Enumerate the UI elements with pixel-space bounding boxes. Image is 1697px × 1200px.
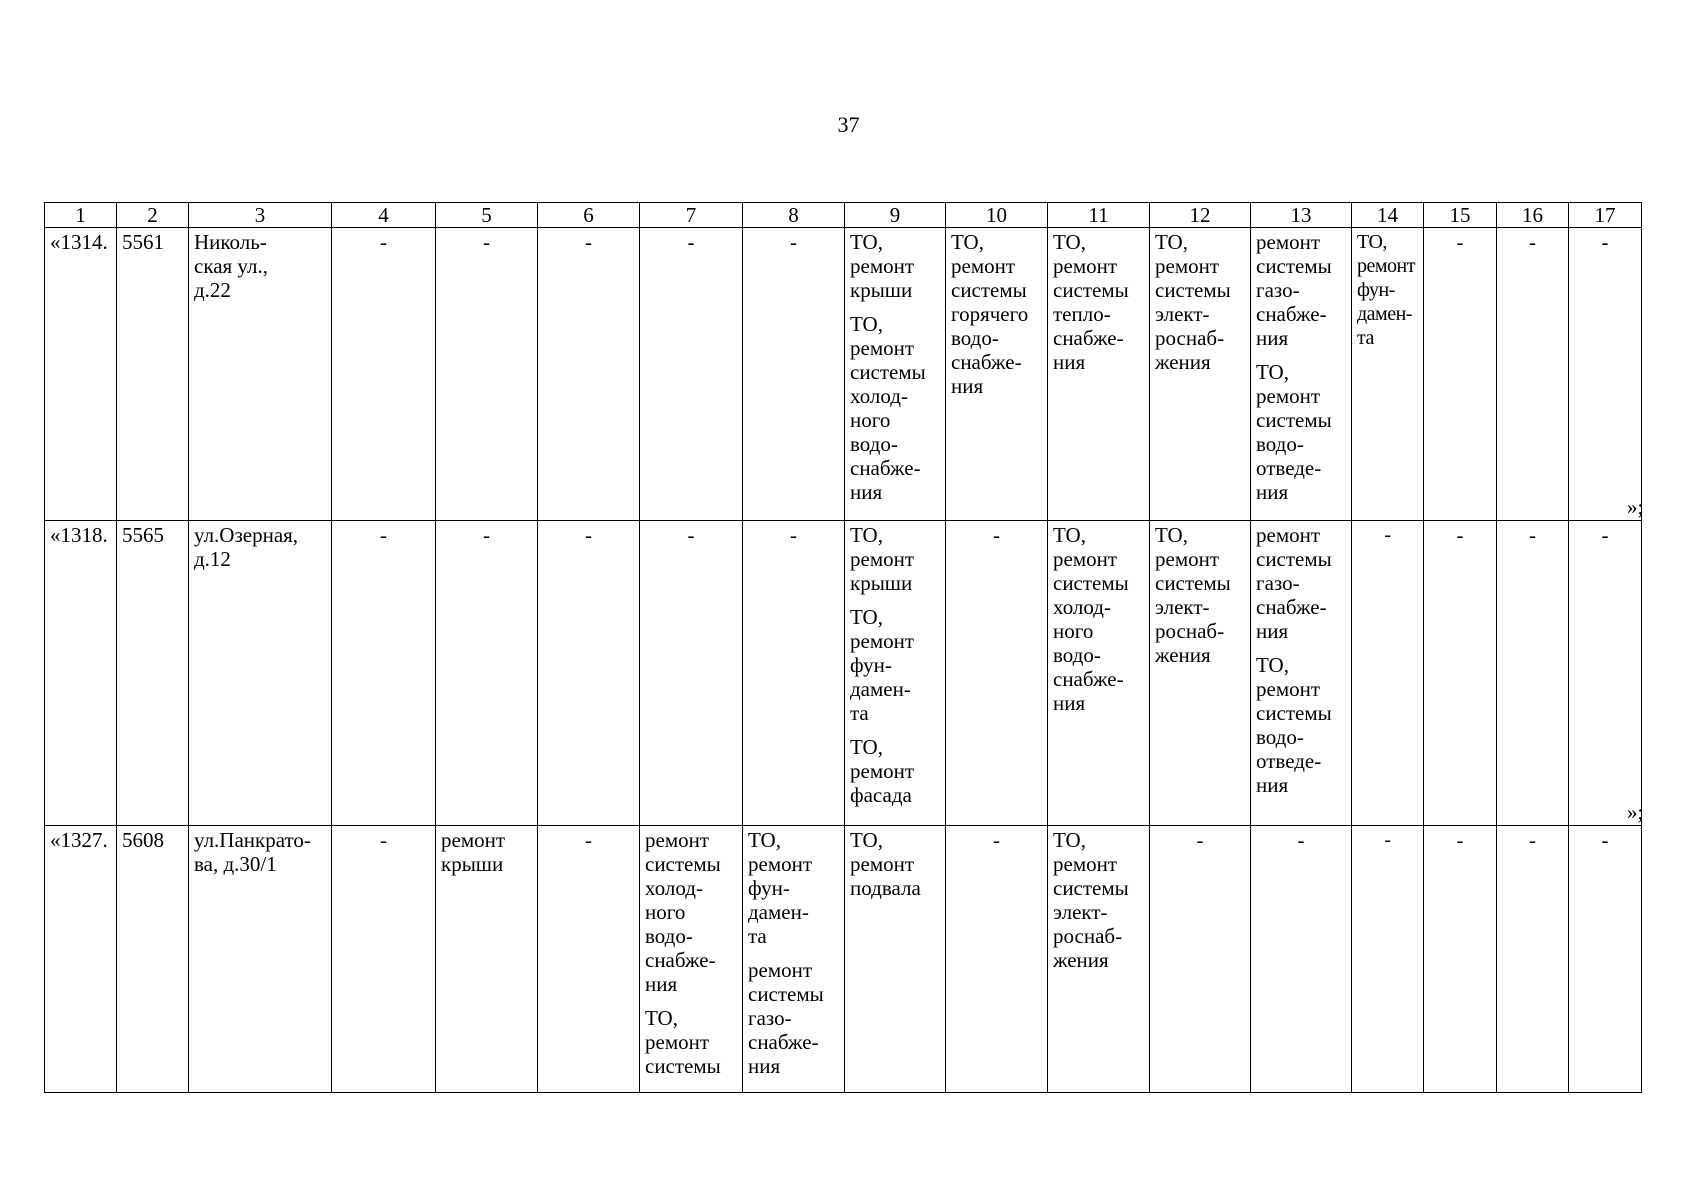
table-cell-c9 [845,228,946,521]
table-cell-c17: - [1569,826,1642,1093]
page-number: 37 [837,112,860,137]
column-header: 3 [189,203,332,228]
table-cell-c9 [845,521,946,826]
table-cell-c5: ремонт крыши [436,826,538,1093]
table-cell-c7: - [640,228,743,521]
table-cell-c15: - [1424,228,1497,521]
table-cell-c10: - [946,521,1048,826]
row-closing-mark: »; [1627,800,1644,824]
table-cell-c8: - [743,228,845,521]
cell-entry: ТО, ремонт системы элект- роснаб- жения [1155,523,1231,667]
table-cell-c4: - [332,521,436,826]
table-cell-c12 [1150,228,1251,521]
cell-entry: ТО, ремонт системы элект- роснаб- жения [1053,828,1129,972]
table-row [45,521,1642,826]
table-cell-c17: - [1569,228,1642,521]
cell-entry: ТО, ремонт системы водо- отведе- ния [1256,360,1332,504]
header-row [45,203,1642,228]
cell-entry: ремонт системы газо- снабже- ния [1256,230,1332,350]
table-cell-c4: - [332,228,436,521]
table-cell-c12: - [1150,826,1251,1093]
table-cell-c8: - [743,521,845,826]
column-header: 17 [1569,203,1642,228]
cell-entry: ТО, ремонт системы элект- роснаб- жения [1155,230,1231,374]
table-cell-c11 [1048,826,1150,1093]
table-cell-c4: - [332,826,436,1093]
table-cell-c1: «1314. [45,228,117,521]
table-cell-c1: «1327. [45,826,117,1093]
column-header: 5 [436,203,538,228]
table-cell-c14: - [1352,826,1424,1093]
cell-entry: ТО, ремонт системы холод- ного водо- снабже- ния [1053,523,1129,715]
table-cell-c6: - [538,826,640,1093]
cell-entry: ТО, ремонт фун- дамен- та [748,828,813,948]
column-header: 4 [332,203,436,228]
table-cell-c11 [1048,228,1150,521]
cell-entry: ТО, ремонт крыши [850,230,915,302]
column-header: 14 [1352,203,1424,228]
cell-entry: ТО, ремонт фун- дамен- та [1357,231,1415,349]
row-closing-mark: »; [1627,495,1644,519]
cell-entry: ремонт системы газо- снабже- ния [748,958,824,1078]
table-cell-c2: 5561 [117,228,189,521]
table-cell-c16: - [1497,826,1569,1093]
table-cell-c8 [743,826,845,1093]
cell-entry: ТО, ремонт подвала [850,828,921,900]
column-header: 13 [1251,203,1352,228]
column-header: 9 [845,203,946,228]
column-header: 6 [538,203,640,228]
repair-schedule-table [44,202,1642,1093]
cell-entry: ремонт системы холод- ного водо- снабже- ния [645,828,721,996]
table-cell-c6: - [538,228,640,521]
cell-entry: ремонт системы газо- снабже- ния [1256,523,1332,643]
column-header: 12 [1150,203,1251,228]
table-cell-c10 [946,228,1048,521]
table-cell-c15: - [1424,521,1497,826]
cell-entry: ТО, ремонт системы холод- ного водо- снабже- ния [850,312,926,504]
cell-entry: ТО, ремонт системы горячего водо- снабже- ния [951,230,1029,398]
table-cell-c7 [640,826,743,1093]
table-cell-c1: «1318. [45,521,117,826]
cell-entry: ТО, ремонт системы [645,1006,721,1078]
table-cell-c9 [845,826,946,1093]
table-cell-c3: ул.Панкрато- ва, д.30/1 [189,826,332,1093]
table-cell-c13 [1251,521,1352,826]
table-cell-c13 [1251,228,1352,521]
cell-entry: ТО, ремонт фасада [850,735,915,807]
table-cell-c10: - [946,826,1048,1093]
column-header: 8 [743,203,845,228]
column-header: 15 [1424,203,1497,228]
column-header: 11 [1048,203,1150,228]
table-cell-c14: - [1352,521,1424,826]
table-cell-c3: Николь- ская ул., д.22 [189,228,332,521]
table-cell-c3: ул.Озерная, д.12 [189,521,332,826]
table-cell-c16: - [1497,521,1569,826]
cell-entry: ТО, ремонт системы тепло- снабже- ния [1053,230,1129,374]
table-cell-c15: - [1424,826,1497,1093]
table-cell-c16: - [1497,228,1569,521]
table-cell-c11 [1048,521,1150,826]
table-cell-c2: 5608 [117,826,189,1093]
table-cell-c2: 5565 [117,521,189,826]
column-header: 1 [45,203,117,228]
table-row [45,826,1642,1093]
table-cell-c17: - [1569,521,1642,826]
table-row [45,228,1642,521]
table-cell-c5: - [436,228,538,521]
column-header: 16 [1497,203,1569,228]
table-cell-c14 [1352,228,1424,521]
table-cell-c7: - [640,521,743,826]
table-cell-c13: - [1251,826,1352,1093]
table-cell-c6: - [538,521,640,826]
table-cell-c5: - [436,521,538,826]
column-header: 2 [117,203,189,228]
column-header: 10 [946,203,1048,228]
cell-entry: ТО, ремонт крыши [850,523,915,595]
cell-entry: ТО, ремонт фун- дамен- та [850,605,915,725]
cell-entry: ТО, ремонт системы водо- отведе- ния [1256,653,1332,797]
column-header: 7 [640,203,743,228]
table-cell-c12 [1150,521,1251,826]
